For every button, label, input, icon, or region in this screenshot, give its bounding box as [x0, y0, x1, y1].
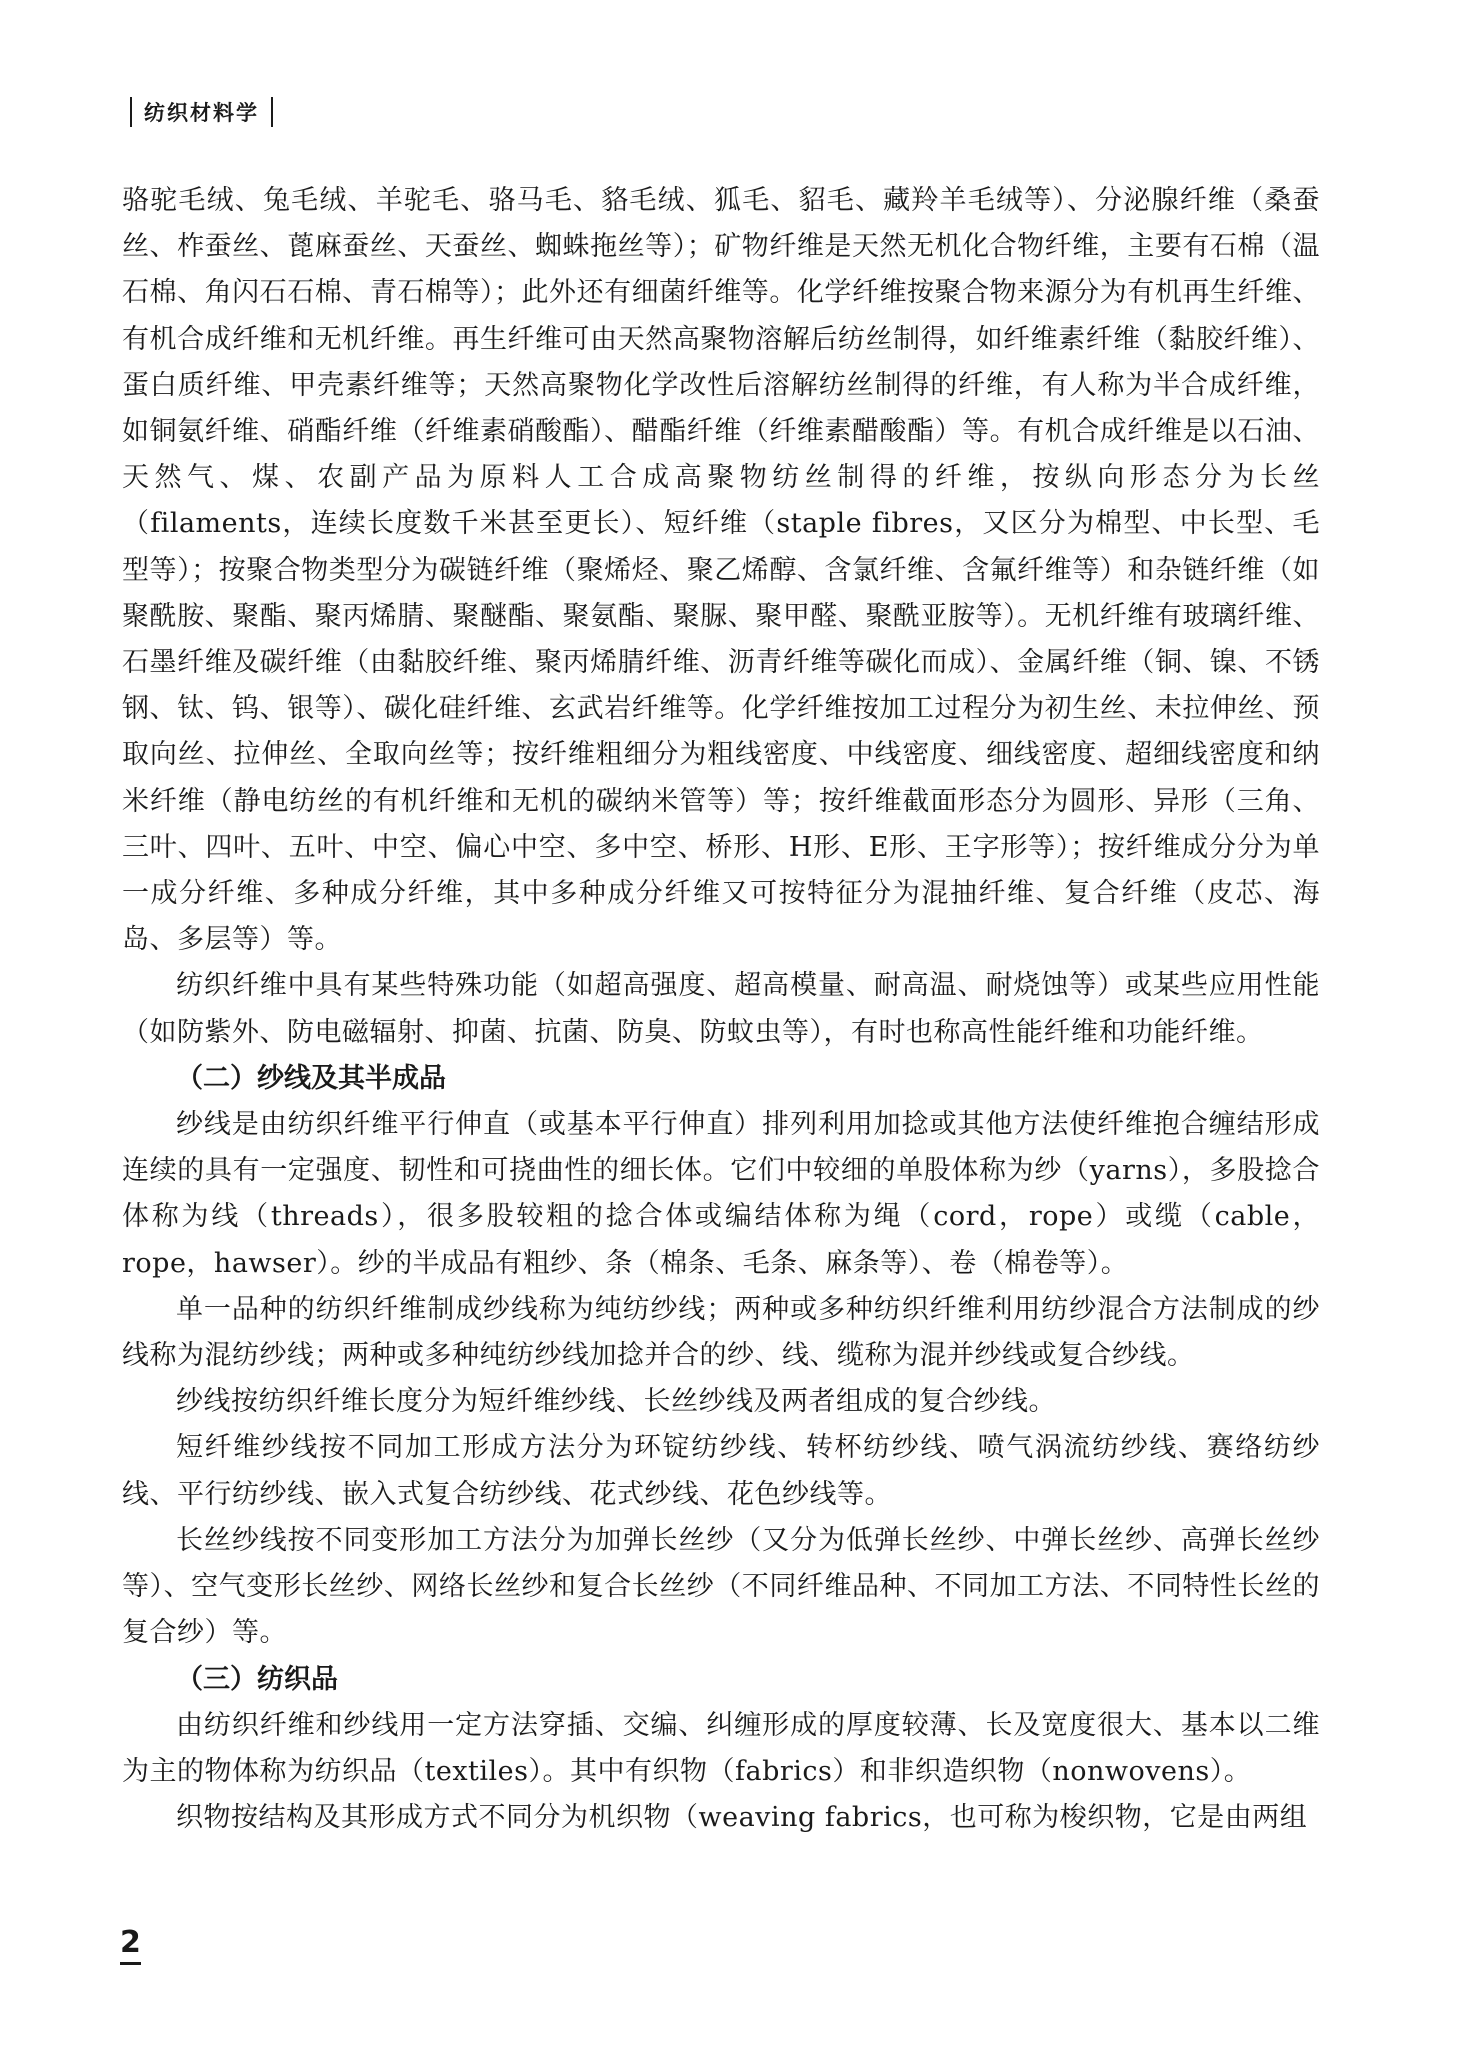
paragraph-textile-definition: 由纺织纤维和纱线用一定方法穿插、交编、纠缠形成的厚度较薄、长及宽度很大、基本以二维为主的物体称为纺织品（textiles）。其中有织物（fabrics）和非织造织物（nonwovens）。: [122, 1709, 1320, 1787]
paragraph-filament-yarn-methods: 长丝纱线按不同变形加工方法分为加弹长丝纱（又分为低弹长丝纱、中弹长丝纱、高弹长丝纱等）、空气变形长丝纱、网络长丝纱和复合长丝纱（不同纤维品种、不同加工方法、不同特性长丝的复合纱）等。: [122, 1524, 1320, 1649]
running-header: [118, 94, 285, 130]
section-heading-yarns: （二）纱线及其半成品: [176, 1062, 446, 1094]
paragraph-fiber-classification: 骆驼毛绒、兔毛绒、羊驼毛、骆马毛、貉毛绒、狐毛、貂毛、藏羚羊毛绒等）、分泌腺纤维（桑蚕丝、柞蚕丝、蓖麻蚕丝、天蚕丝、蜘蛛拖丝等）；矿物纤维是天然无机化合物纤维，主要有石棉（温石棉、角闪石石棉、青石棉等）；此外还有细菌纤维等。化学纤维按聚合物来源分为有机再生纤维、有机合成纤维和无机纤维。再生纤维可由天然高聚物溶解后纺丝制得，如纤维素纤维（黏胶纤维）、蛋白质纤维、甲壳素纤维等；天然高聚物化学改性后溶解纺丝制得的纤维，有人称为半合成纤维，如铜氨纤维、硝酯纤维（纤维素硝酸酯）、醋酯纤维（纤维素醋酸酯）等。有机合成纤维是以石油、天然气、煤、农副产品为原料人工合成高聚物纺丝制得的纤维，按纵向形态分为长丝（filaments，连续长度数千米甚至更长）、短纤维（staple fibres，又区分为棉型、中长型、毛型等）；按聚合物类型分为碳链纤维（聚烯烃、聚乙烯醇、含氯纤维、含氟纤维等）和杂链纤维（如聚酰胺、聚酯、聚丙烯腈、聚醚酯、聚氨酯、聚脲、聚甲醛、聚酰亚胺等）。无机纤维有玻璃纤维、石墨纤维及碳纤维（由黏胶纤维、聚丙烯腈纤维、沥青纤维等碳化而成）、金属纤维（铜、镍、不锈钢、钛、钨、银等）、碳化硅纤维、玄武岩纤维等。化学纤维按加工过程分为初生丝、未拉伸丝、预取向丝、拉伸丝、全取向丝等；按纤维粗细分为粗线密度、中线密度、细线密度、超细线密度和纳米纤维（静电纺丝的有机纤维和无机的碳纳米管等）等；按纤维截面形态分为圆形、异形（三角、三叶、四叶、五叶、中空、偏心中空、多中空、桥形、H形、E形、王字形等）；按纤维成分分为单一成分纤维、多种成分纤维，其中多种成分纤维又可按特征分为混抽纤维、复合纤维（皮芯、海岛、多层等）等。: [122, 185, 1320, 956]
page-number: 2: [120, 1926, 141, 1965]
book-title: 纺织材料学: [144, 101, 259, 125]
paragraph-fabric-types: 织物按结构及其形成方式不同分为机织物（weaving fabrics，也可称为梭织物，它是由两组: [176, 1802, 1308, 1834]
section-heading-textiles: （三）纺织品: [176, 1663, 338, 1695]
paragraph-yarn-by-length: 纱线按纺织纤维长度分为短纤维纱线、长丝纱线及两者组成的复合纱线。: [176, 1386, 1056, 1418]
header-divider-left: [130, 97, 132, 127]
header-divider-right: [271, 97, 273, 127]
paragraph-staple-yarn-methods: 短纤维纱线按不同加工形成方法分为环锭纺纱线、转杯纺纱线、喷气涡流纺纱线、赛络纺纱线、平行纺纱线、嵌入式复合纺纱线、花式纱线、花色纱线等。: [122, 1432, 1320, 1510]
page-body: [122, 178, 1320, 1841]
paragraph-pure-blended-yarns: 单一品种的纺织纤维制成纱线称为纯纺纱线；两种或多种纺织纤维利用纺纱混合方法制成的纱线称为混纺纱线；两种或多种纯纺纱线加捻并合的纱、线、缆称为混并纱线或复合纱线。: [122, 1293, 1320, 1372]
paragraph-high-performance-fibers: 纺织纤维中具有某些特殊功能（如超高强度、超高模量、耐高温、耐烧蚀等）或某些应用性能（如防紫外、防电磁辐射、抑菌、抗菌、防臭、防蚊虫等），有时也称高性能纤维和功能纤维。: [122, 970, 1320, 1048]
paragraph-yarn-definition: 纱线是由纺织纤维平行伸直（或基本平行伸直）排列利用加捻或其他方法使纤维抱合缠结形成连续的具有一定强度、韧性和可挠曲性的细长体。它们中较细的单股体称为纱（yarns），多股捻合体称为线（threads），很多股较粗的捻合体或编结体称为绳（cord，rope）或缆（cable，rope，hawser）。纱的半成品有粗纱、条（棉条、毛条、麻条等）、卷（棉卷等）。: [122, 1109, 1320, 1279]
